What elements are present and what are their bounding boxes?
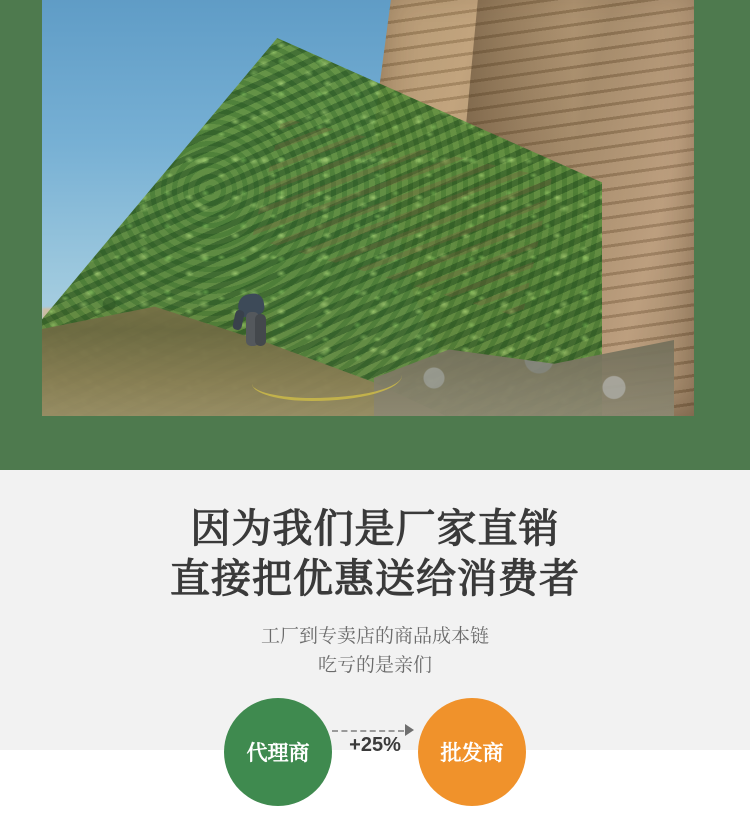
- worker-leg-right: [255, 314, 266, 346]
- chain-node-wholesaler: [418, 698, 526, 806]
- subheadline: [0, 622, 750, 680]
- chain-connector: [332, 698, 418, 806]
- arrow-right-icon: [405, 724, 414, 736]
- info-section: [0, 470, 750, 765]
- cost-chain-inner: [135, 698, 615, 818]
- headline-line-1: 因为我们是厂家直销: [190, 507, 560, 551]
- worker-arm: [232, 309, 245, 330]
- headline-line-2: 直接把优惠送给消费者: [170, 557, 580, 601]
- subheadline-line-1: 工厂到专卖店的商品成本链: [260, 626, 489, 647]
- markup-label: +25%: [349, 734, 401, 756]
- slope-photo: [42, 0, 694, 416]
- worker-figure: [234, 290, 274, 350]
- subheadline-line-2: 吃亏的是亲们: [317, 655, 432, 676]
- chain-node-wholesaler-label: 批发商: [440, 742, 504, 765]
- dashed-line: [332, 730, 404, 732]
- chain-node-agent: [224, 698, 332, 806]
- chain-node-agent-label: 代理商: [246, 742, 310, 765]
- cost-chain-diagram: [0, 698, 750, 765]
- headline: [0, 470, 750, 604]
